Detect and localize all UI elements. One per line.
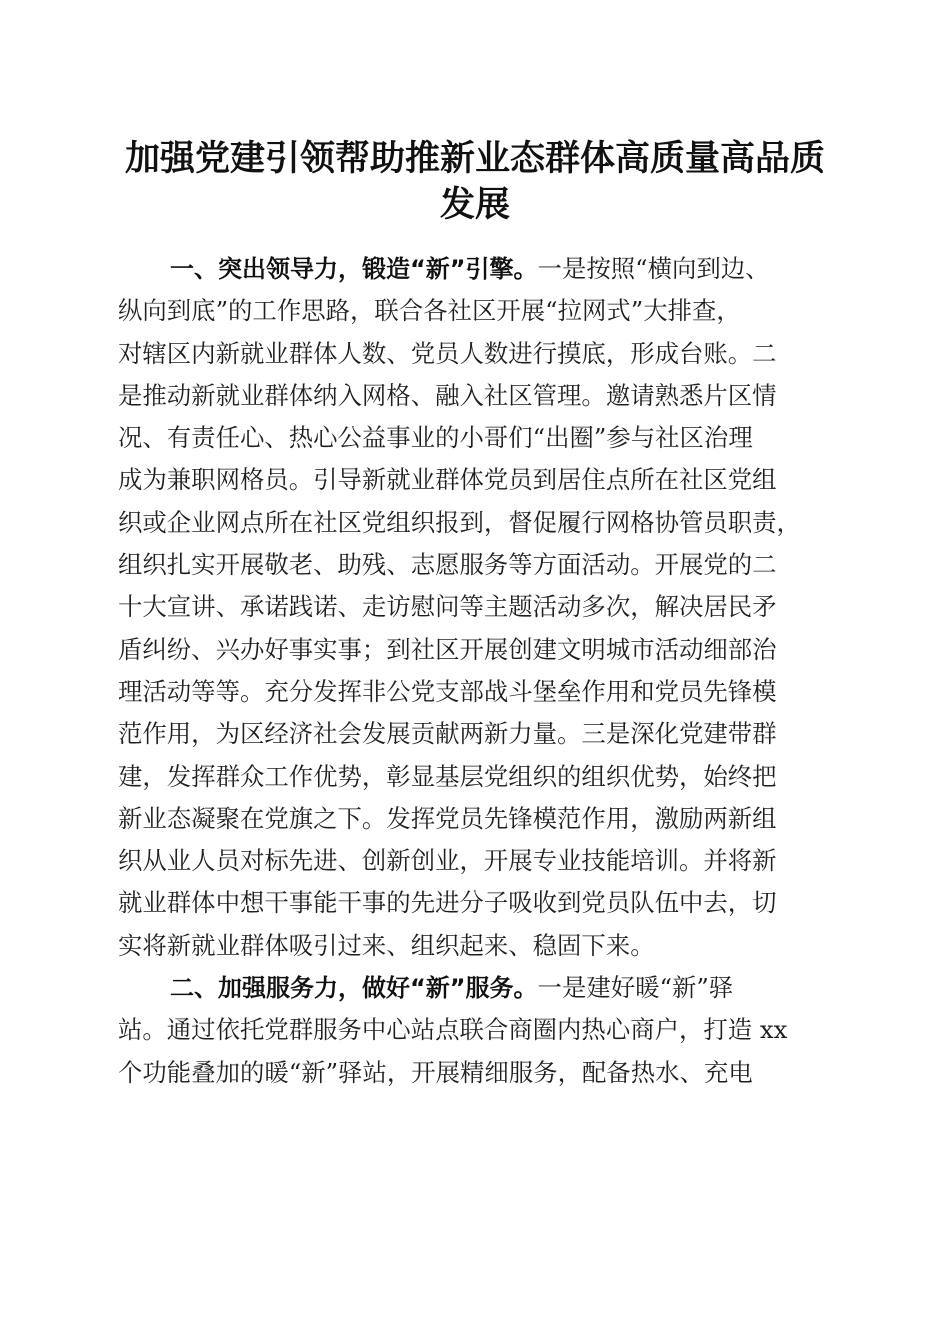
paragraph-line: 实将新就业群体吸引过来、组织起来、稳固下来。 — [118, 930, 655, 960]
paragraph-line: 建，发挥群众工作优势，彰显基层党组织的组织优势，始终把 — [118, 761, 777, 791]
paragraph-line: 成为兼职网格员。引导新就业群体党员到居住点所在社区党组 — [118, 465, 777, 495]
document-body — [118, 248, 838, 1094]
paragraph-line: 对辖区内新就业群体人数、党员人数进行摸底，形成台账。二 — [118, 338, 777, 368]
title-line-2: 发展 — [439, 184, 510, 225]
paragraph-line: 新业态凝聚在党旗之下。发挥党员先锋模范作用，激励两新组 — [118, 803, 777, 833]
paragraph-line: 范作用，为区经济社会发展贡献两新力量。三是深化党建带群 — [118, 719, 777, 749]
section-2-paragraph — [118, 967, 838, 1094]
title-line-1: 加强党建引领帮助推新业态群体高质量高品质 — [124, 138, 825, 179]
page-title — [100, 136, 850, 228]
section-1-heading: 一、突出领导力，锻造“新”引擎。 — [170, 255, 538, 283]
paragraph-line: 织从业人员对标先进、创新创业，开展专业技能培训。并将新 — [118, 846, 777, 876]
paragraph-line: 十大宣讲、承诺践诺、走访慰问等主题活动多次，解决居民矛 — [118, 592, 777, 622]
paragraph-line: 理活动等等。充分发挥非公党支部战斗堡垒作用和党员先锋模 — [118, 676, 777, 706]
section-1-paragraph — [118, 248, 838, 967]
paragraph-line: 组织扎实开展敬老、助残、志愿服务等方面活动。开展党的二 — [118, 550, 777, 580]
paragraph-line — [118, 967, 838, 1009]
paragraph-line: 是推动新就业群体纳入网格、融入社区管理。邀请熟悉片区情 — [118, 380, 777, 410]
paragraph-line: 况、有责任心、热心公益事业的小哥们“出圈”参与社区治理 — [118, 423, 753, 453]
section-2-line-text: 一是建好暖“新”驿 — [537, 973, 734, 1003]
paragraph-line: 个功能叠加的暖“新”驿站，开展精细服务，配备热水、充电 — [118, 1057, 753, 1087]
section-1-line-text: 一是按照“横向到边、 — [537, 254, 770, 283]
paragraph-line: 盾纠纷、兴办好事实事；到社区开展创建文明城市活动细部治 — [118, 634, 777, 664]
paragraph-line: 纵向到底”的工作思路，联合各社区开展“拉网式”大排查， — [118, 296, 741, 326]
section-2-heading: 二、加强服务力，做好“新”服务。 — [170, 974, 538, 1003]
paragraph-line — [118, 248, 838, 290]
paragraph-line: 站。通过依托党群服务中心站点联合商圈内热心商户，打造 xx — [118, 1015, 788, 1045]
paragraph-line: 织或企业网点所在社区党组织报到，督促履行网格协管员职责， — [118, 507, 801, 537]
paragraph-line: 就业群体中想干事能干事的先进分子吸收到党员队伍中去，切 — [118, 888, 777, 918]
